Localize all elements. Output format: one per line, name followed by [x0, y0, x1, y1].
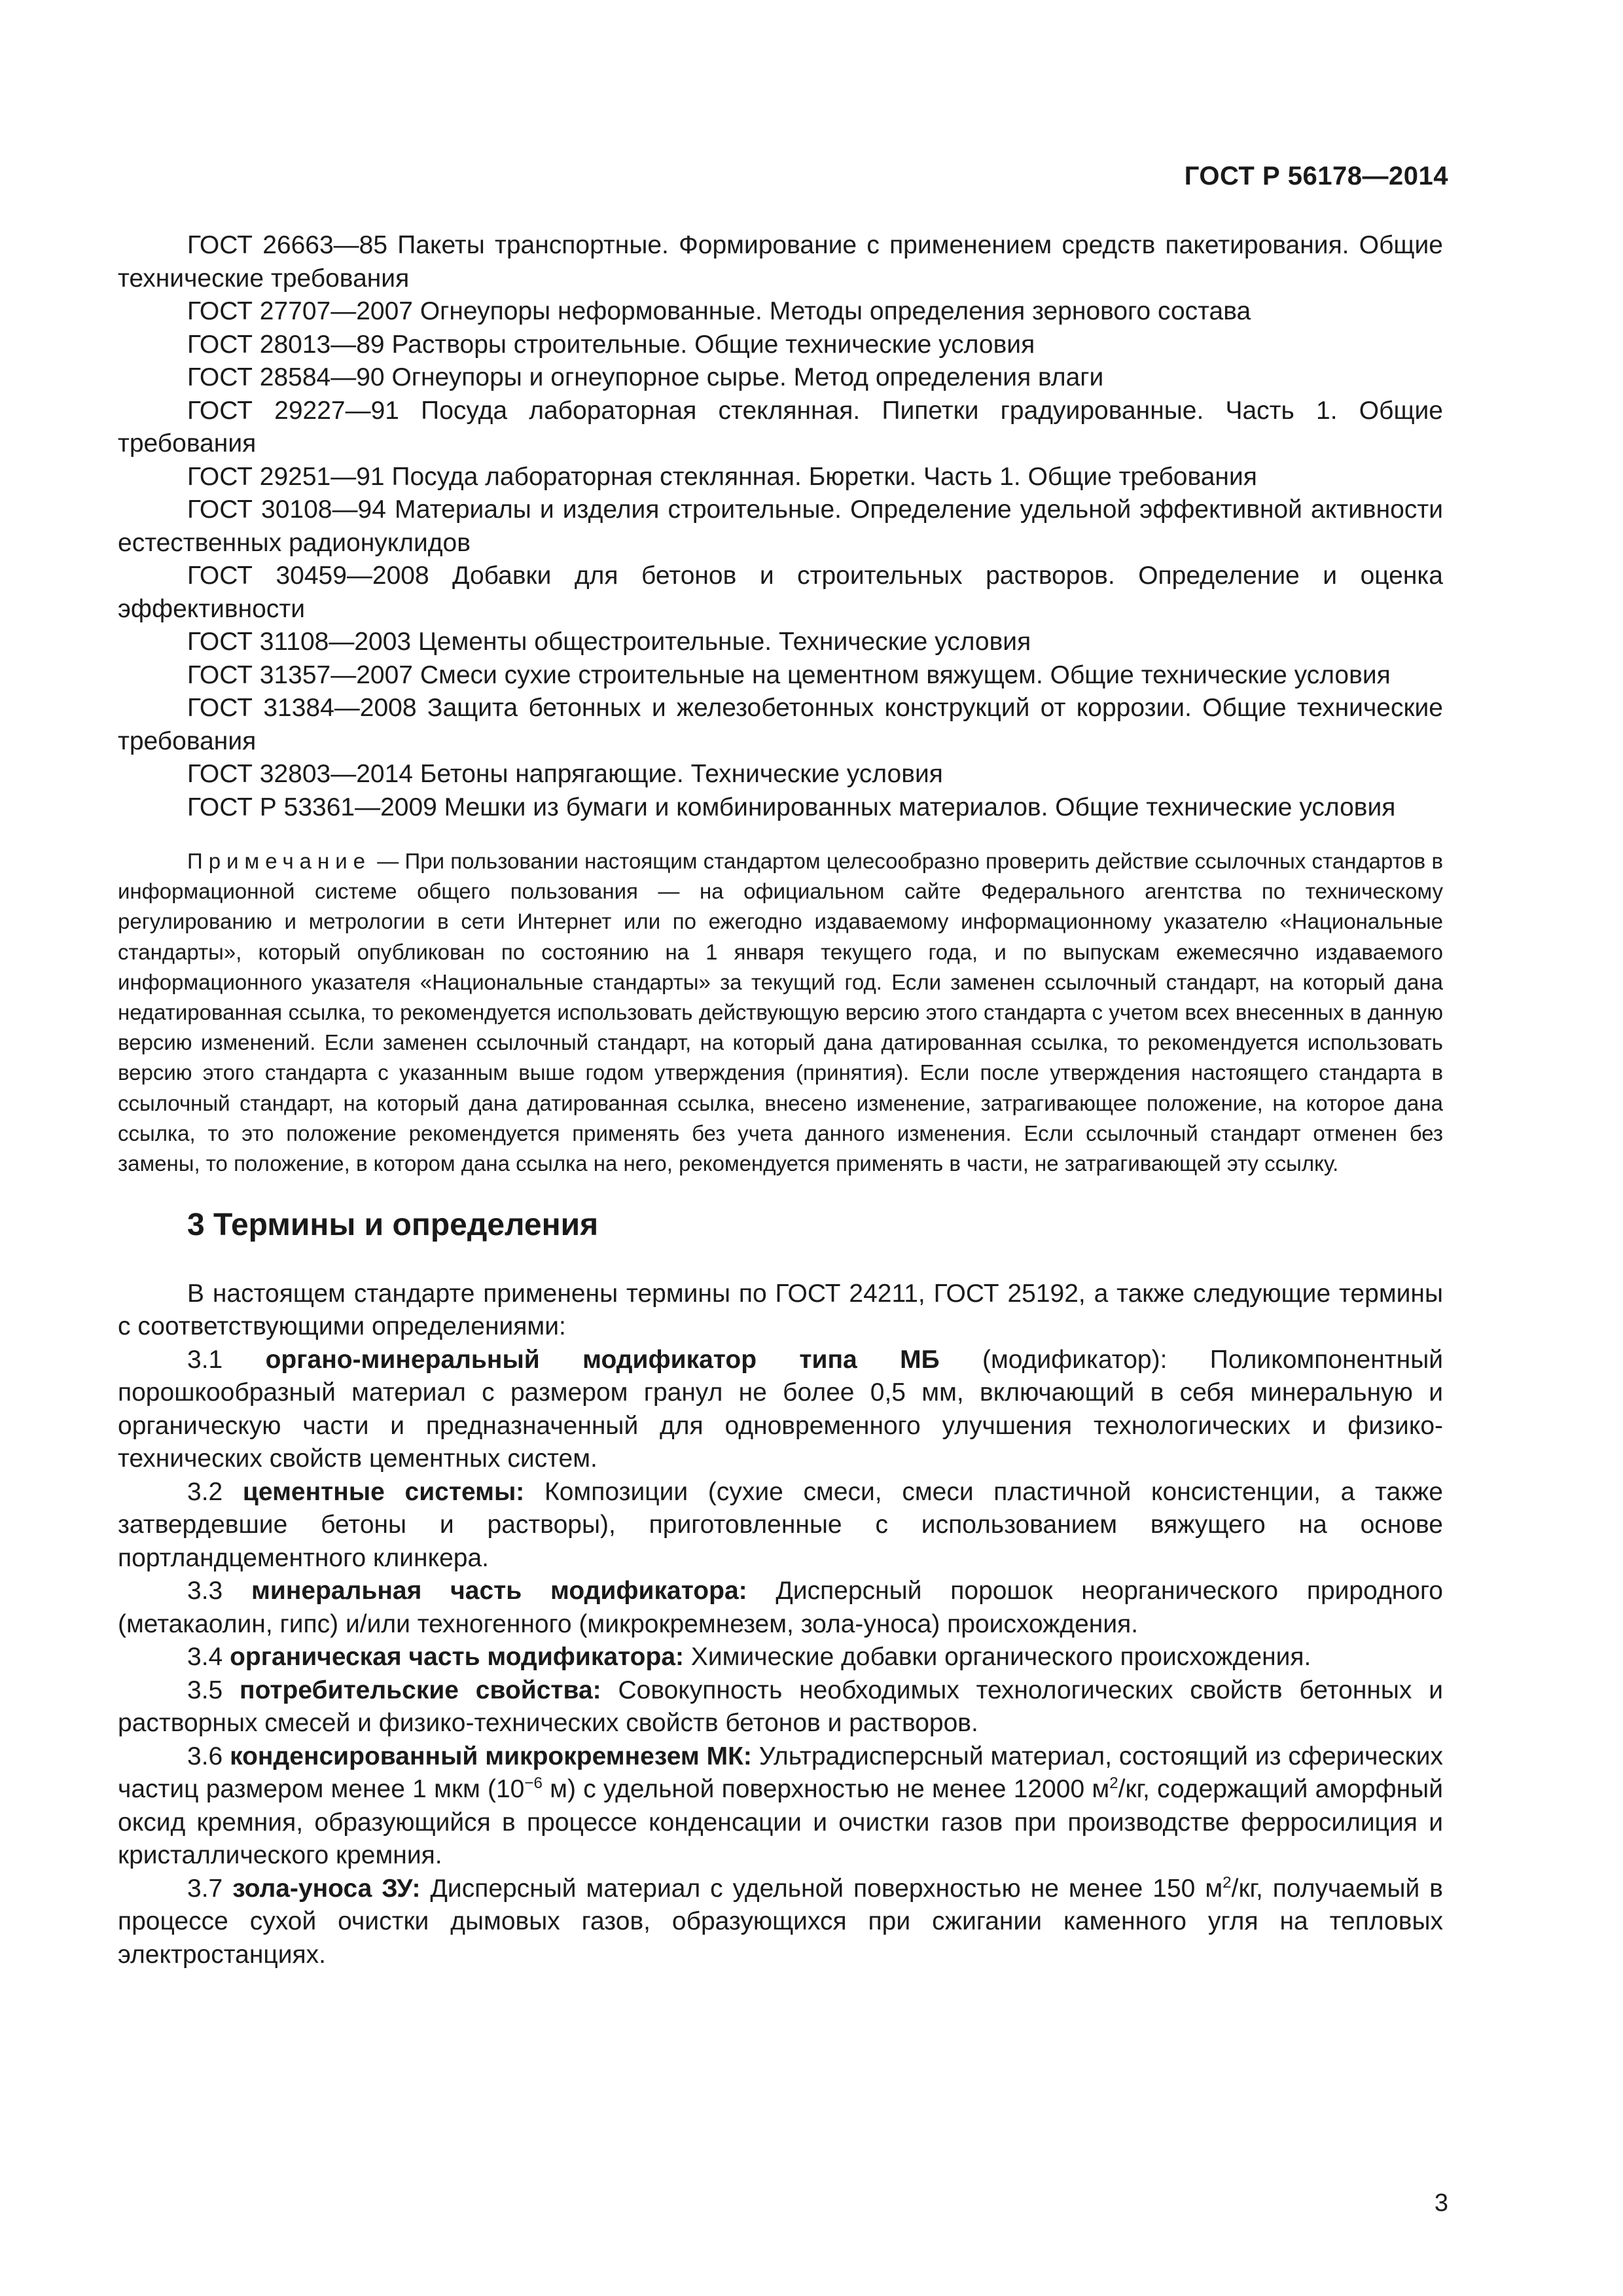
term-definition	[118, 1476, 1443, 1575]
reference-item: ГОСТ 30459—2008 Добавки для бетонов и строительных растворов. Определение и оценка эффективности	[118, 562, 1443, 623]
reference-item: ГОСТ 28584—90 Огнеупоры и огнеупорное сырье. Метод определения влаги	[187, 363, 1104, 391]
reference-item: ГОСТ 26663—85 Пакеты транспортные. Формирование с применением средств пакетирования. Общие технические требования	[118, 231, 1443, 293]
note-paragraph	[118, 846, 1443, 1179]
term-definition	[118, 1740, 1443, 1873]
reference-item: ГОСТ 32803—2014 Бетоны напрягающие. Технические условия	[187, 760, 943, 788]
term-text: Химические добавки органического происхождения.	[684, 1643, 1311, 1672]
term-name: минеральная часть модификатора:	[251, 1577, 747, 1605]
term-definition	[118, 1641, 1443, 1674]
superscript: 2	[1222, 1873, 1232, 1892]
term-name: потребительские свойства:	[240, 1676, 601, 1704]
note-text: — При пользовании настоящим стандартом целесообразно проверить действие ссылочных стандартов в информационной системе общего пользования — на официальном сайте Федерального агентства по техническому регулированию и метрологии в сети Интернет или по ежегодно издаваемому информационному указателю «Национальные стандарты», который опубликован по состоянию на 1 января текущего года, и по выпускам ежемесячно издаваемого информационного указателя «Национальные стандарты» за текущий год. Если заменен ссылочный стандарт, на который дана недатированная ссылка, то рекомендуется использовать действующую версию этого стандарта с учетом всех внесенных в данную версию изменений. Если заменен ссылочный стандарт, на который дана датированная ссылка, то рекомендуется использовать версию этого стандарта с указанным выше годом утверждения (принятия). Если после утверждения настоящего стандарта в ссылочный стандарт, на который дана датированная ссылка, внесено изменение, затрагивающее положение, на которое дана ссылка, то это положение рекомендуется применять без учета данного изменения. Если ссылочный стандарт отменен без замены, то положение, в котором дана ссылка на него, рекомендуется применять в части, не затрагивающей эту ссылку.	[118, 849, 1443, 1176]
term-number: 3.6	[187, 1742, 223, 1770]
term-name: органическая часть модификатора:	[230, 1643, 685, 1672]
term-text: /кг, получаемый в процессе сухой очистки дымовых газов, образующихся при сжигании каменного угля на тепловых электростанциях.	[118, 1874, 1443, 1969]
term-definition	[118, 1674, 1443, 1740]
term-name: зола-уноса ЗУ:	[232, 1874, 421, 1903]
superscript: 2	[1109, 1774, 1118, 1793]
term-number: 3.7	[187, 1874, 223, 1903]
superscript: −6	[524, 1774, 543, 1793]
term-definition	[118, 1873, 1443, 1972]
term-text: Ультрадисперсный материал, состоящий из сферических частиц размером менее 1 мкм (10	[118, 1742, 1443, 1804]
document-body	[118, 229, 1443, 1971]
normative-references-list	[118, 229, 1443, 824]
term-text: (модификатор): Поликомпонентный порошкообразный материал с размером гранул не более 0,5 мм, включающий в себя минеральную и органическую части и предназначенный для одновременного улучшения технологических и физико-технических свойств цементных систем.	[118, 1345, 1444, 1473]
term-definition	[118, 1575, 1443, 1641]
reference-item: ГОСТ 31357—2007 Смеси сухие строительные на цементном вяжущем. Общие технические условия	[187, 660, 1391, 689]
term-name: цементные системы:	[242, 1477, 525, 1506]
term-text: Совокупность необходимых технологических свойств бетонных и растворных смесей и физико-технических свойств бетонов и растворов.	[118, 1676, 1444, 1738]
reference-item: ГОСТ 29227—91 Посуда лабораторная стеклянная. Пипетки градуированные. Часть 1. Общие требования	[118, 396, 1443, 457]
reference-item: ГОСТ 31108—2003 Цементы общестроительные. Технические условия	[187, 628, 1031, 656]
document-header: ГОСТ Р 56178—2014	[1184, 162, 1448, 190]
term-text: Дисперсный материал с удельной поверхностью не менее 150 м	[420, 1874, 1223, 1903]
term-number: 3.5	[187, 1676, 223, 1704]
term-number: 3.2	[187, 1477, 223, 1506]
term-text: Композиции (сухие смеси, смеси пластичной консистенции, а также затвердевшие бетоны и растворы), приготовленные с использованием вяжущего на основе портландцементного клинкера.	[118, 1477, 1443, 1572]
reference-item: ГОСТ 31384—2008 Защита бетонных и железобетонных конструкций от коррозии. Общие технические требования	[118, 694, 1443, 755]
reference-item: ГОСТ 28013—89 Растворы строительные. Общие технические условия	[187, 330, 1035, 359]
reference-item: ГОСТ 27707—2007 Огнеупоры неформованные. Методы определения зернового состава	[187, 297, 1251, 325]
term-text: /кг, содержащий аморфный оксид кремния, образующийся в процессе конденсации и очистки газов при производстве ферросилиция и кристаллического кремния.	[118, 1775, 1443, 1870]
reference-item: ГОСТ 29251—91 Посуда лабораторная стеклянная. Бюретки. Часть 1. Общие требования	[187, 462, 1257, 491]
section-intro: В настоящем стандарте применены термины по ГОСТ 24211, ГОСТ 25192, а также следующие термины с соответствующими определениями:	[118, 1279, 1443, 1341]
term-name: конденсированный микрокремнезем МК:	[230, 1742, 752, 1770]
reference-item: ГОСТ 30108—94 Материалы и изделия строительные. Определение удельной эффективной активности естественных радионуклидов	[118, 495, 1443, 557]
term-text: м) с удельной поверхностью не менее 12000 м	[542, 1775, 1110, 1804]
page-number: 3	[1434, 2189, 1448, 2217]
note-label: Примечание	[187, 849, 372, 873]
term-text: Дисперсный порошок неорганического природного (метакаолин, гипс) и/или техногенного (микрокремнезем, зола-уноса) происхождения.	[118, 1577, 1443, 1638]
term-definition	[118, 1344, 1443, 1476]
term-name: органо-минеральный модификатор типа МБ	[265, 1345, 940, 1374]
term-number: 3.1	[187, 1345, 223, 1374]
section-heading: 3 Термины и определения	[187, 1208, 599, 1243]
reference-item: ГОСТ Р 53361—2009 Мешки из бумаги и комбинированных материалов. Общие технические условия	[187, 793, 1396, 821]
term-number: 3.4	[187, 1643, 223, 1672]
term-number: 3.3	[187, 1577, 223, 1605]
